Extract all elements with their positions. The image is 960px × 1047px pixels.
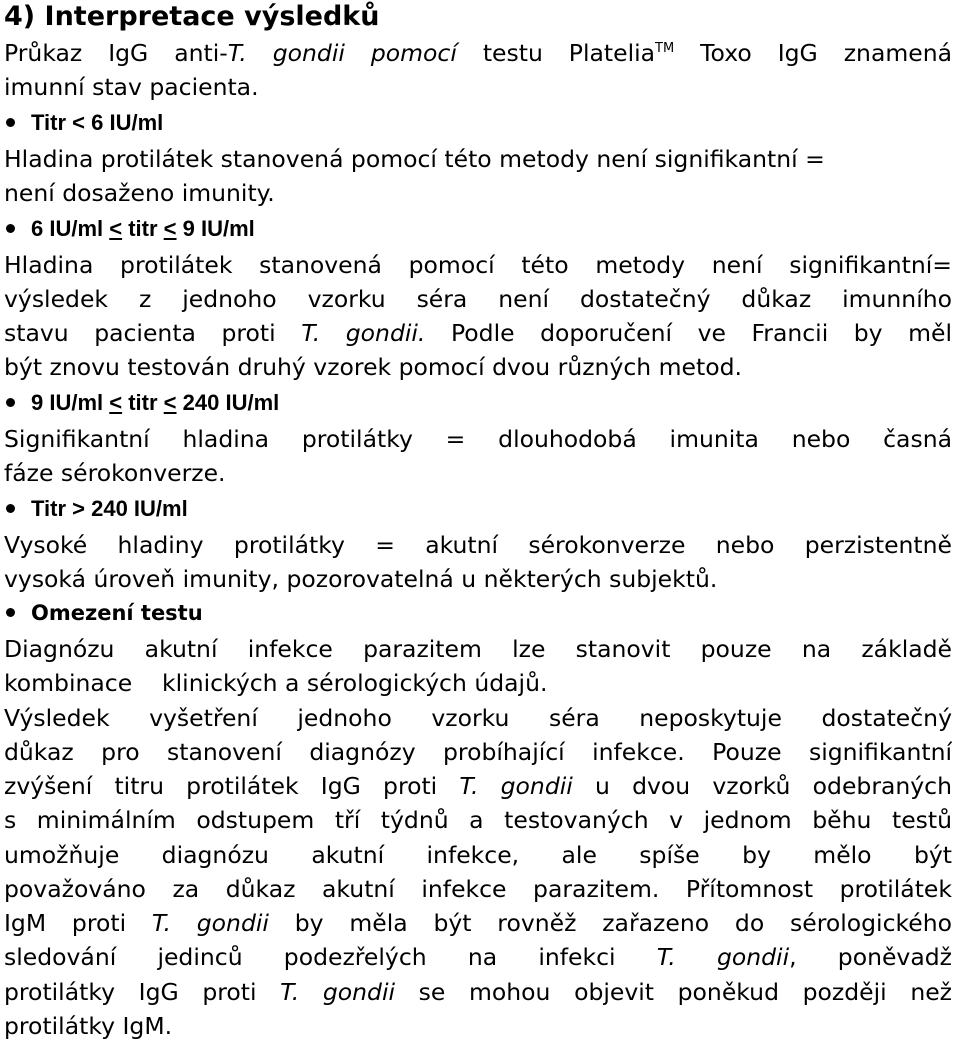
le-symbol: < — [109, 390, 123, 415]
bullet-heading-4 — [6, 492, 946, 526]
paragraph-line: umožňuje diagnózu akutní infekce, ale spíše by mělo být — [4, 841, 952, 869]
trademark-sup: TM — [655, 41, 675, 57]
paragraph-line: není dosaženo imunity. — [4, 179, 275, 207]
bullet-dot-icon — [6, 224, 15, 233]
intro-text-italic: T. gondii pomocí — [227, 39, 457, 67]
paragraph-line: výsledek z jednoho vzorku séra není dostatečný důkaz imunního — [4, 285, 952, 313]
intro-text-a: Průkaz IgG anti- — [4, 39, 228, 67]
species-name: T. gondii — [151, 909, 269, 937]
bullet-heading-1 — [6, 106, 946, 140]
le-symbol: < — [163, 390, 177, 415]
paragraph-line — [4, 975, 952, 1009]
bullet-heading-text: Titr < 6 IU/ml — [31, 110, 164, 135]
bullet-dot-icon — [6, 398, 15, 407]
paragraph-line: být znovu testován druhý vzorek pomocí dvou různých metod. — [4, 353, 742, 381]
text-part: IgM proti — [4, 909, 152, 937]
paragraph-line: protilátky IgM. — [4, 1012, 173, 1040]
paragraph-line: důkaz pro stanovení diagnózy probíhající infekce. Pouze signifikantní — [4, 738, 952, 766]
text-part: stavu pacienta proti — [4, 319, 302, 347]
section-title: 4) Interpretace výsledků — [4, 1, 380, 32]
bullet-heading-text: Omezení testu — [31, 601, 203, 625]
paragraph-line: Hladina protilátek stanovená pomocí této metody není signifikantní = — [4, 145, 825, 173]
bullet-dot-icon — [6, 118, 15, 127]
paragraph-line: vysoká úroveň imunity, pozorovatelná u některých subjektů. — [4, 565, 718, 593]
bullet-dot-icon — [6, 504, 15, 513]
paragraph-line: s minimálním odstupem tří týdnů a testovaných v jednom běhu testů — [4, 806, 952, 834]
bullet-heading-5 — [6, 596, 946, 630]
intro-text-c: testu Platelia — [456, 39, 656, 67]
paragraph-line: Výsledek vyšetření jednoho vzorku séra neposkytuje dostatečný — [4, 704, 952, 732]
bullet-heading-text: Titr > 240 IU/ml — [31, 496, 188, 521]
paragraph-line: Vysoké hladiny protilátky = akutní sérokonverze nebo perzistentně — [4, 531, 952, 559]
paragraph-line: fáze sérokonverze. — [4, 459, 226, 487]
bullet-heading-3 — [6, 386, 946, 420]
heading-part: 9 IU/ml — [176, 216, 255, 241]
text-part: u dvou vzorků odebraných — [572, 772, 952, 800]
species-name: T. gondii — [656, 943, 790, 971]
paragraph-line — [4, 940, 952, 974]
bullet-heading-2 — [6, 212, 946, 246]
text-part: protilátky IgG proti — [4, 978, 281, 1006]
paragraph-line: Signifikantní hladina protilátky = dlouhodobá imunita nebo časná — [4, 425, 952, 453]
heading-part: 6 IU/ml — [31, 216, 110, 241]
paragraph-line: kombinace klinických a sérologických údajů. — [4, 669, 548, 697]
text-part: by měla být rovněž zařazeno do sérologického — [268, 909, 952, 937]
species-name: T. gondii — [280, 978, 396, 1006]
intro-line-2: imunní stav pacienta. — [4, 73, 259, 101]
text-part: sledování jedinců podezřelých na infekci — [4, 943, 657, 971]
species-name: T. gondii. — [301, 319, 426, 347]
heading-part: titr — [122, 216, 164, 241]
heading-part: 240 IU/ml — [176, 390, 280, 415]
species-name: T. gondii — [459, 772, 573, 800]
le-symbol: < — [109, 216, 123, 241]
text-part: , poněvadž — [789, 943, 952, 971]
paragraph-line — [4, 906, 952, 940]
heading-part: 9 IU/ml — [31, 390, 110, 415]
text-part: Podle doporučení ve Francii by měl — [425, 319, 952, 347]
text-part: se mohou objevit poněkud později než — [395, 978, 952, 1006]
paragraph-line: považováno za důkaz akutní infekce parazitem. Přítomnost protilátek — [4, 875, 952, 903]
paragraph-line — [4, 769, 952, 803]
bullet-dot-icon — [6, 608, 15, 617]
heading-part: titr — [122, 390, 164, 415]
paragraph-line: Diagnózu akutní infekce parazitem lze stanovit pouze na základě — [4, 635, 952, 663]
le-symbol: < — [163, 216, 177, 241]
paragraph-line — [4, 316, 952, 350]
intro-line-1 — [4, 36, 952, 70]
text-part: zvýšení titru protilátek IgG proti — [4, 772, 460, 800]
paragraph-line: Hladina protilátek stanovená pomocí této metody není signifikantní= — [4, 251, 952, 279]
intro-text-d: Toxo IgG znamená — [674, 39, 952, 67]
